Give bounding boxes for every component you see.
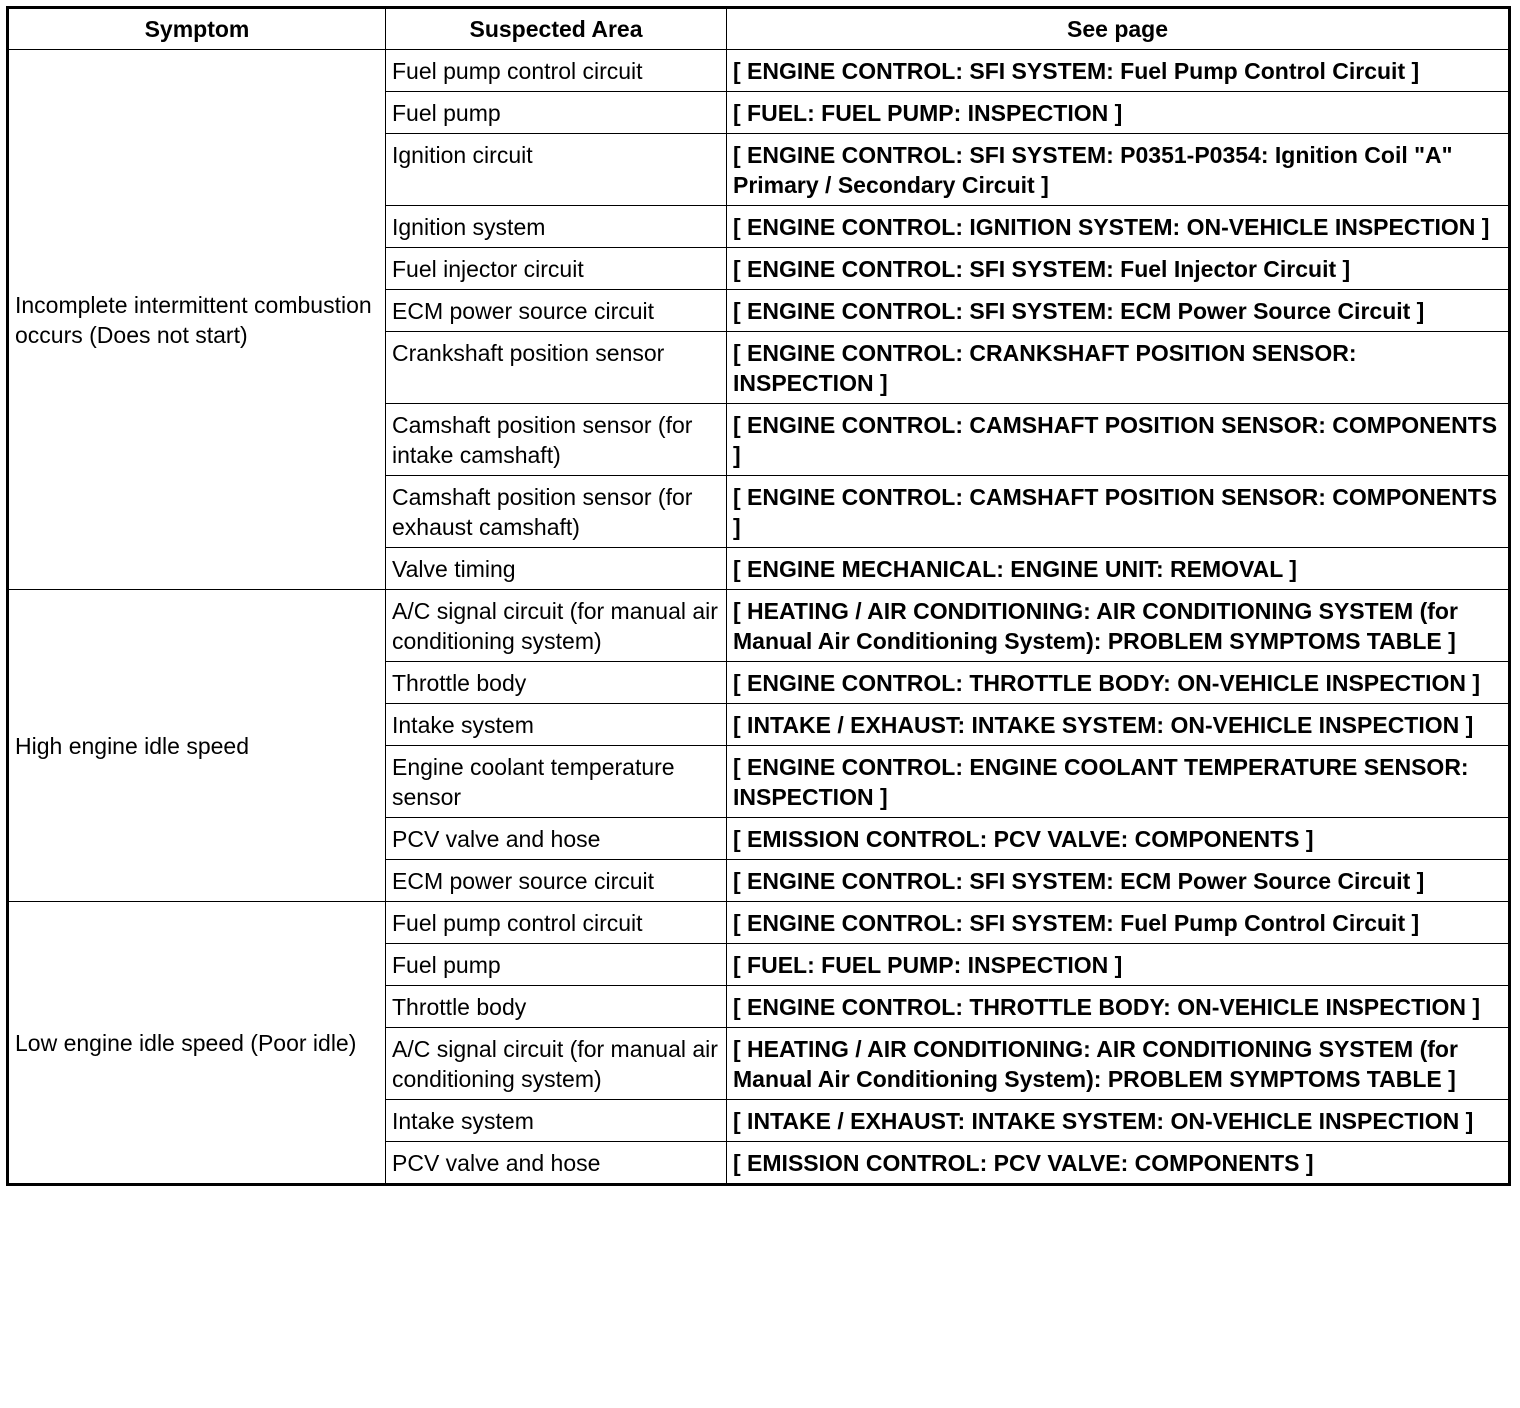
see-page-link[interactable]: [ ENGINE CONTROL: SFI SYSTEM: ECM Power Source Circuit ] bbox=[727, 860, 1510, 902]
suspected-area-cell: Engine coolant temperature sensor bbox=[386, 746, 727, 818]
see-page-link[interactable]: [ FUEL: FUEL PUMP: INSPECTION ] bbox=[727, 92, 1510, 134]
suspected-area-cell: PCV valve and hose bbox=[386, 1142, 727, 1185]
header-see-page: See page bbox=[727, 8, 1510, 50]
suspected-area-cell: Fuel pump bbox=[386, 92, 727, 134]
header-symptom: Symptom bbox=[8, 8, 386, 50]
see-page-link[interactable]: [ EMISSION CONTROL: PCV VALVE: COMPONENTS ] bbox=[727, 1142, 1510, 1185]
suspected-area-cell: Fuel injector circuit bbox=[386, 248, 727, 290]
suspected-area-cell: Ignition circuit bbox=[386, 134, 727, 206]
suspected-area-cell: Valve timing bbox=[386, 548, 727, 590]
symptom-cell: Incomplete intermittent combustion occurs (Does not start) bbox=[8, 50, 386, 590]
suspected-area-cell: Ignition system bbox=[386, 206, 727, 248]
suspected-area-cell: ECM power source circuit bbox=[386, 860, 727, 902]
suspected-area-cell: A/C signal circuit (for manual air conditioning system) bbox=[386, 590, 727, 662]
suspected-area-cell: Crankshaft position sensor bbox=[386, 332, 727, 404]
see-page-link[interactable]: [ ENGINE CONTROL: THROTTLE BODY: ON-VEHICLE INSPECTION ] bbox=[727, 986, 1510, 1028]
see-page-link[interactable]: [ ENGINE CONTROL: SFI SYSTEM: ECM Power Source Circuit ] bbox=[727, 290, 1510, 332]
header-suspected-area: Suspected Area bbox=[386, 8, 727, 50]
see-page-link[interactable]: [ HEATING / AIR CONDITIONING: AIR CONDITIONING SYSTEM (for Manual Air Conditioning System): PROBLEM SYMPTOMS TABLE ] bbox=[727, 590, 1510, 662]
problem-symptoms-table bbox=[6, 6, 1511, 1186]
see-page-link[interactable]: [ ENGINE CONTROL: SFI SYSTEM: Fuel Pump Control Circuit ] bbox=[727, 902, 1510, 944]
suspected-area-cell: Intake system bbox=[386, 1100, 727, 1142]
table-row bbox=[8, 590, 1510, 662]
suspected-area-cell: Camshaft position sensor (for intake camshaft) bbox=[386, 404, 727, 476]
see-page-link[interactable]: [ INTAKE / EXHAUST: INTAKE SYSTEM: ON-VEHICLE INSPECTION ] bbox=[727, 704, 1510, 746]
see-page-link[interactable]: [ INTAKE / EXHAUST: INTAKE SYSTEM: ON-VEHICLE INSPECTION ] bbox=[727, 1100, 1510, 1142]
see-page-link[interactable]: [ ENGINE CONTROL: IGNITION SYSTEM: ON-VEHICLE INSPECTION ] bbox=[727, 206, 1510, 248]
suspected-area-cell: Camshaft position sensor (for exhaust camshaft) bbox=[386, 476, 727, 548]
suspected-area-cell: Throttle body bbox=[386, 986, 727, 1028]
suspected-area-cell: Fuel pump bbox=[386, 944, 727, 986]
see-page-link[interactable]: [ EMISSION CONTROL: PCV VALVE: COMPONENTS ] bbox=[727, 818, 1510, 860]
see-page-link[interactable]: [ ENGINE CONTROL: SFI SYSTEM: Fuel Injector Circuit ] bbox=[727, 248, 1510, 290]
suspected-area-cell: Fuel pump control circuit bbox=[386, 50, 727, 92]
see-page-link[interactable]: [ ENGINE CONTROL: CRANKSHAFT POSITION SENSOR: INSPECTION ] bbox=[727, 332, 1510, 404]
see-page-link[interactable]: [ ENGINE CONTROL: CAMSHAFT POSITION SENSOR: COMPONENTS ] bbox=[727, 404, 1510, 476]
see-page-link[interactable]: [ HEATING / AIR CONDITIONING: AIR CONDITIONING SYSTEM (for Manual Air Conditioning System): PROBLEM SYMPTOMS TABLE ] bbox=[727, 1028, 1510, 1100]
see-page-link[interactable]: [ ENGINE MECHANICAL: ENGINE UNIT: REMOVAL ] bbox=[727, 548, 1510, 590]
table-row bbox=[8, 50, 1510, 92]
table-body bbox=[8, 50, 1510, 1185]
suspected-area-cell: Fuel pump control circuit bbox=[386, 902, 727, 944]
symptom-cell: High engine idle speed bbox=[8, 590, 386, 902]
see-page-link[interactable]: [ FUEL: FUEL PUMP: INSPECTION ] bbox=[727, 944, 1510, 986]
suspected-area-cell: ECM power source circuit bbox=[386, 290, 727, 332]
header-row bbox=[8, 8, 1510, 50]
see-page-link[interactable]: [ ENGINE CONTROL: SFI SYSTEM: Fuel Pump Control Circuit ] bbox=[727, 50, 1510, 92]
suspected-area-cell: Throttle body bbox=[386, 662, 727, 704]
suspected-area-cell: Intake system bbox=[386, 704, 727, 746]
see-page-link[interactable]: [ ENGINE CONTROL: ENGINE COOLANT TEMPERATURE SENSOR: INSPECTION ] bbox=[727, 746, 1510, 818]
suspected-area-cell: A/C signal circuit (for manual air conditioning system) bbox=[386, 1028, 727, 1100]
suspected-area-cell: PCV valve and hose bbox=[386, 818, 727, 860]
symptom-cell: Low engine idle speed (Poor idle) bbox=[8, 902, 386, 1185]
see-page-link[interactable]: [ ENGINE CONTROL: SFI SYSTEM: P0351-P0354: Ignition Coil "A" Primary / Secondary Circuit ] bbox=[727, 134, 1510, 206]
see-page-link[interactable]: [ ENGINE CONTROL: CAMSHAFT POSITION SENSOR: COMPONENTS ] bbox=[727, 476, 1510, 548]
table-row bbox=[8, 902, 1510, 944]
see-page-link[interactable]: [ ENGINE CONTROL: THROTTLE BODY: ON-VEHICLE INSPECTION ] bbox=[727, 662, 1510, 704]
